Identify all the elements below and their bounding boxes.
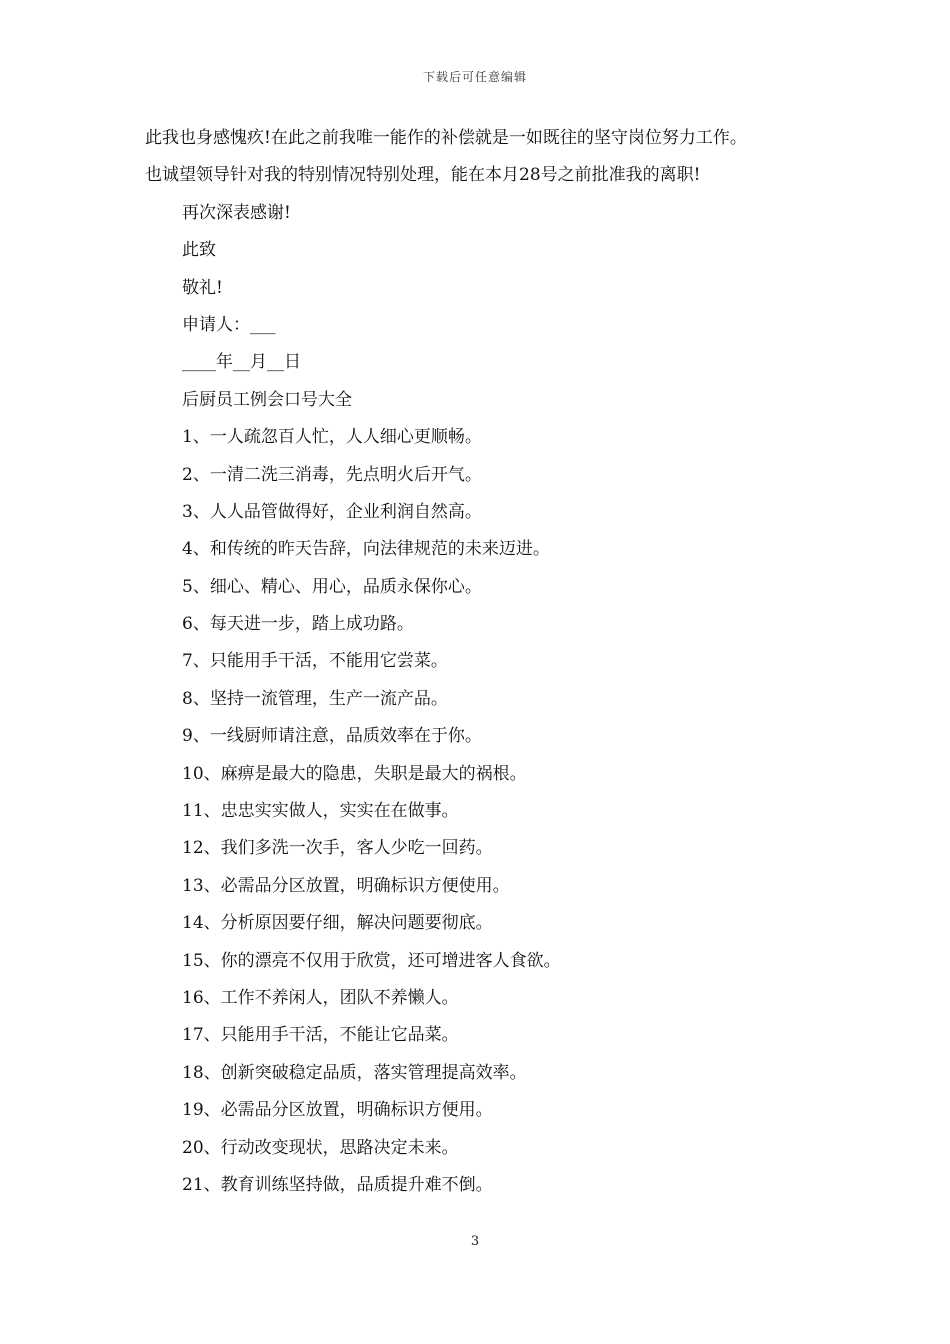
closing-regards: 敬礼! — [182, 277, 223, 298]
list-item: 15、你的漂亮不仅用于欣赏，还可增进客人食欲。 — [182, 950, 561, 971]
list-item: 19、必需品分区放置，明确标识方便用。 — [182, 1100, 493, 1121]
paragraph-line: 此我也身感愧疚!在此之前我唯一能作的补偿就是一如既往的坚守岗位努力工作。 — [145, 128, 747, 148]
closing-salutation: 此致 — [182, 240, 216, 261]
closing-thanks: 再次深表感谢! — [182, 202, 291, 223]
list-item: 5、细心、精心、用心，品质永保你心。 — [182, 576, 482, 597]
page-number: 3 — [470, 1234, 480, 1249]
list-item: 21、教育训练坚持做，品质提升难不倒。 — [182, 1174, 493, 1195]
list-item: 10、麻痹是最大的隐患，失职是最大的祸根。 — [182, 763, 527, 784]
section-title: 后厨员工例会口号大全 — [182, 389, 352, 410]
applicant-line: 申请人：___ — [182, 314, 276, 335]
list-item: 3、人人品管做得好，企业利润自然高。 — [182, 501, 482, 522]
list-item: 20、行动改变现状，思路决定未来。 — [182, 1137, 459, 1158]
list-item: 14、分析原因要仔细，解决问题要彻底。 — [182, 913, 493, 934]
paragraph-line: 也诚望领导针对我的特别情况特别处理，能在本月28号之前批准我的离职! — [145, 165, 701, 186]
page-header: 下载后可任意编辑 — [422, 70, 527, 84]
date-line: ____年__月__日 — [182, 352, 301, 373]
list-item: 6、每天进一步，踏上成功路。 — [182, 614, 414, 635]
list-item: 17、只能用手干活，不能让它品菜。 — [182, 1025, 459, 1046]
list-item: 18、创新突破稳定品质，落实管理提高效率。 — [182, 1062, 527, 1083]
list-item: 2、一清二洗三消毒，先点明火后开气。 — [182, 464, 482, 485]
list-item: 9、一线厨师请注意，品质效率在于你。 — [182, 726, 482, 747]
document-body — [145, 120, 825, 1204]
list-item: 11、忠忠实实做人，实实在在做事。 — [182, 801, 459, 822]
list-item: 12、我们多洗一次手，客人少吃一回药。 — [182, 838, 493, 859]
list-item: 13、必需品分区放置，明确标识方便使用。 — [182, 875, 510, 896]
list-item: 8、坚持一流管理，生产一流产品。 — [182, 688, 448, 709]
list-item: 16、工作不养闲人，团队不养懒人。 — [182, 987, 459, 1008]
list-item: 4、和传统的昨天告辞，向法律规范的未来迈进。 — [182, 539, 550, 560]
list-item: 7、只能用手干活，不能用它尝菜。 — [182, 651, 448, 672]
list-item: 1、一人疏忽百人忙，人人细心更顺畅。 — [182, 427, 482, 448]
